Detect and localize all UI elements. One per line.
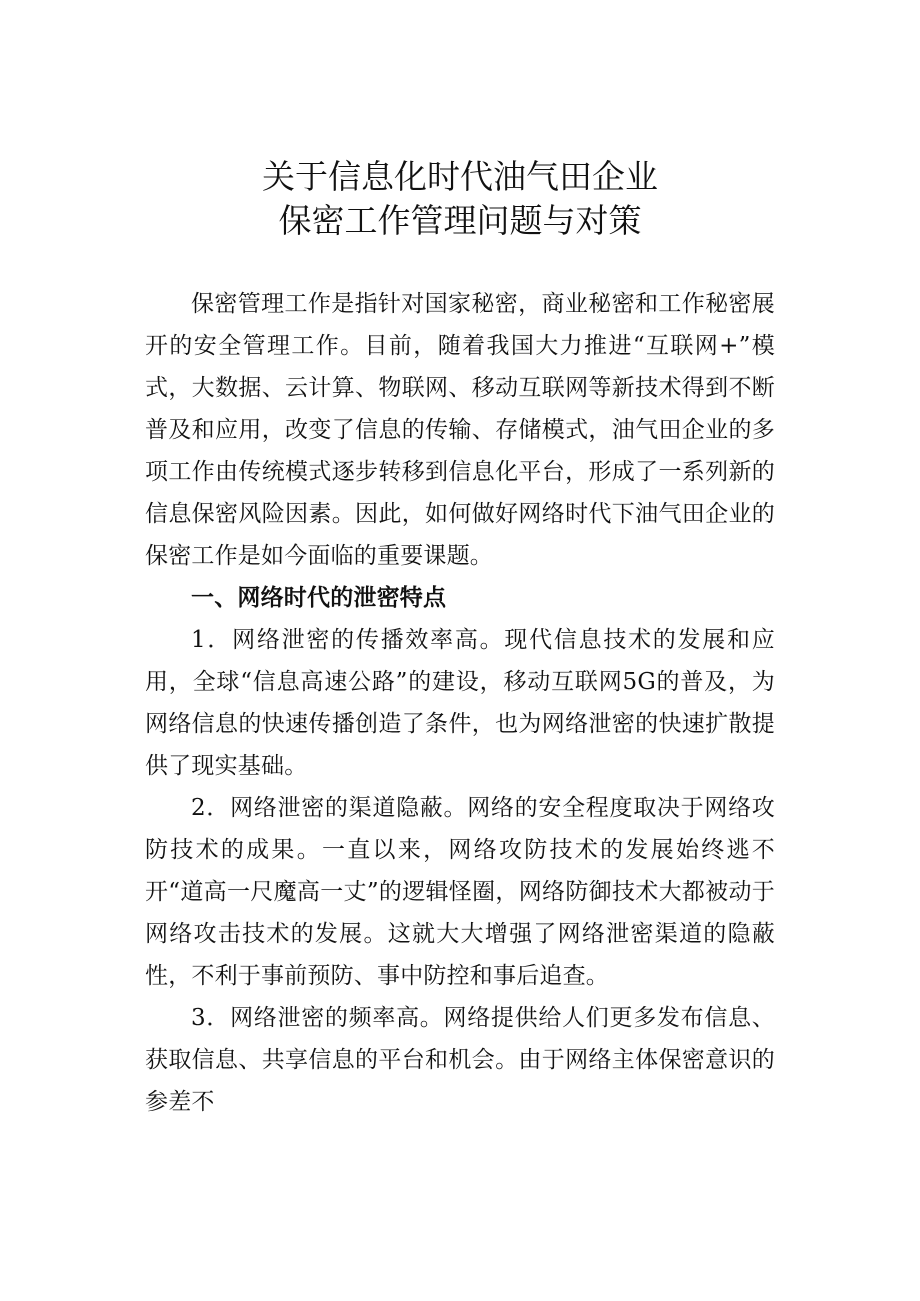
- document-body: [145, 283, 775, 1123]
- section-heading: 一、网络时代的泄密特点: [191, 585, 447, 611]
- document-title-line2: 保密工作管理问题与对策: [278, 201, 642, 240]
- point-1-paragraph: 1．网络泄密的传播效率高。现代信息技术的发展和应用，全球“信息高速公路”的建设，移动互联网5G的普及，为网络信息的快速传播创造了条件，也为网络泄密的快速扩散提供了现实基础。: [145, 627, 775, 779]
- document-title-line1: 关于信息化时代油气田企业: [262, 157, 658, 196]
- point-2-paragraph: 2．网络泄密的渠道隐蔽。网络的安全程度取决于网络攻防技术的成果。一直以来，网络攻防技术的发展始终逃不开“道高一尺魔高一丈”的逻辑怪圈，网络防御技术大都被动于网络攻击技术的发展。这就大大增强了网络泄密渠道的隐蔽性，不利于事前预防、事中防控和事后追查。: [145, 795, 775, 989]
- point-3-paragraph: 3．网络泄密的频率高。网络提供给人们更多发布信息、获取信息、共享信息的平台和机会。由于网络主体保密意识的参差不: [145, 1005, 775, 1115]
- intro-paragraph: 保密管理工作是指针对国家秘密，商业秘密和工作秘密展开的安全管理工作。目前，随着我国大力推进“互联网+”模式，大数据、云计算、物联网、移动互联网等新技术得到不断普及和应用，改变了信息的传输、存储模式，油气田企业的多项工作由传统模式逐步转移到信息化平台，形成了一系列新的信息保密风险因素。因此，如何做好网络时代下油气田企业的保密工作是如今面临的重要课题。: [145, 291, 775, 569]
